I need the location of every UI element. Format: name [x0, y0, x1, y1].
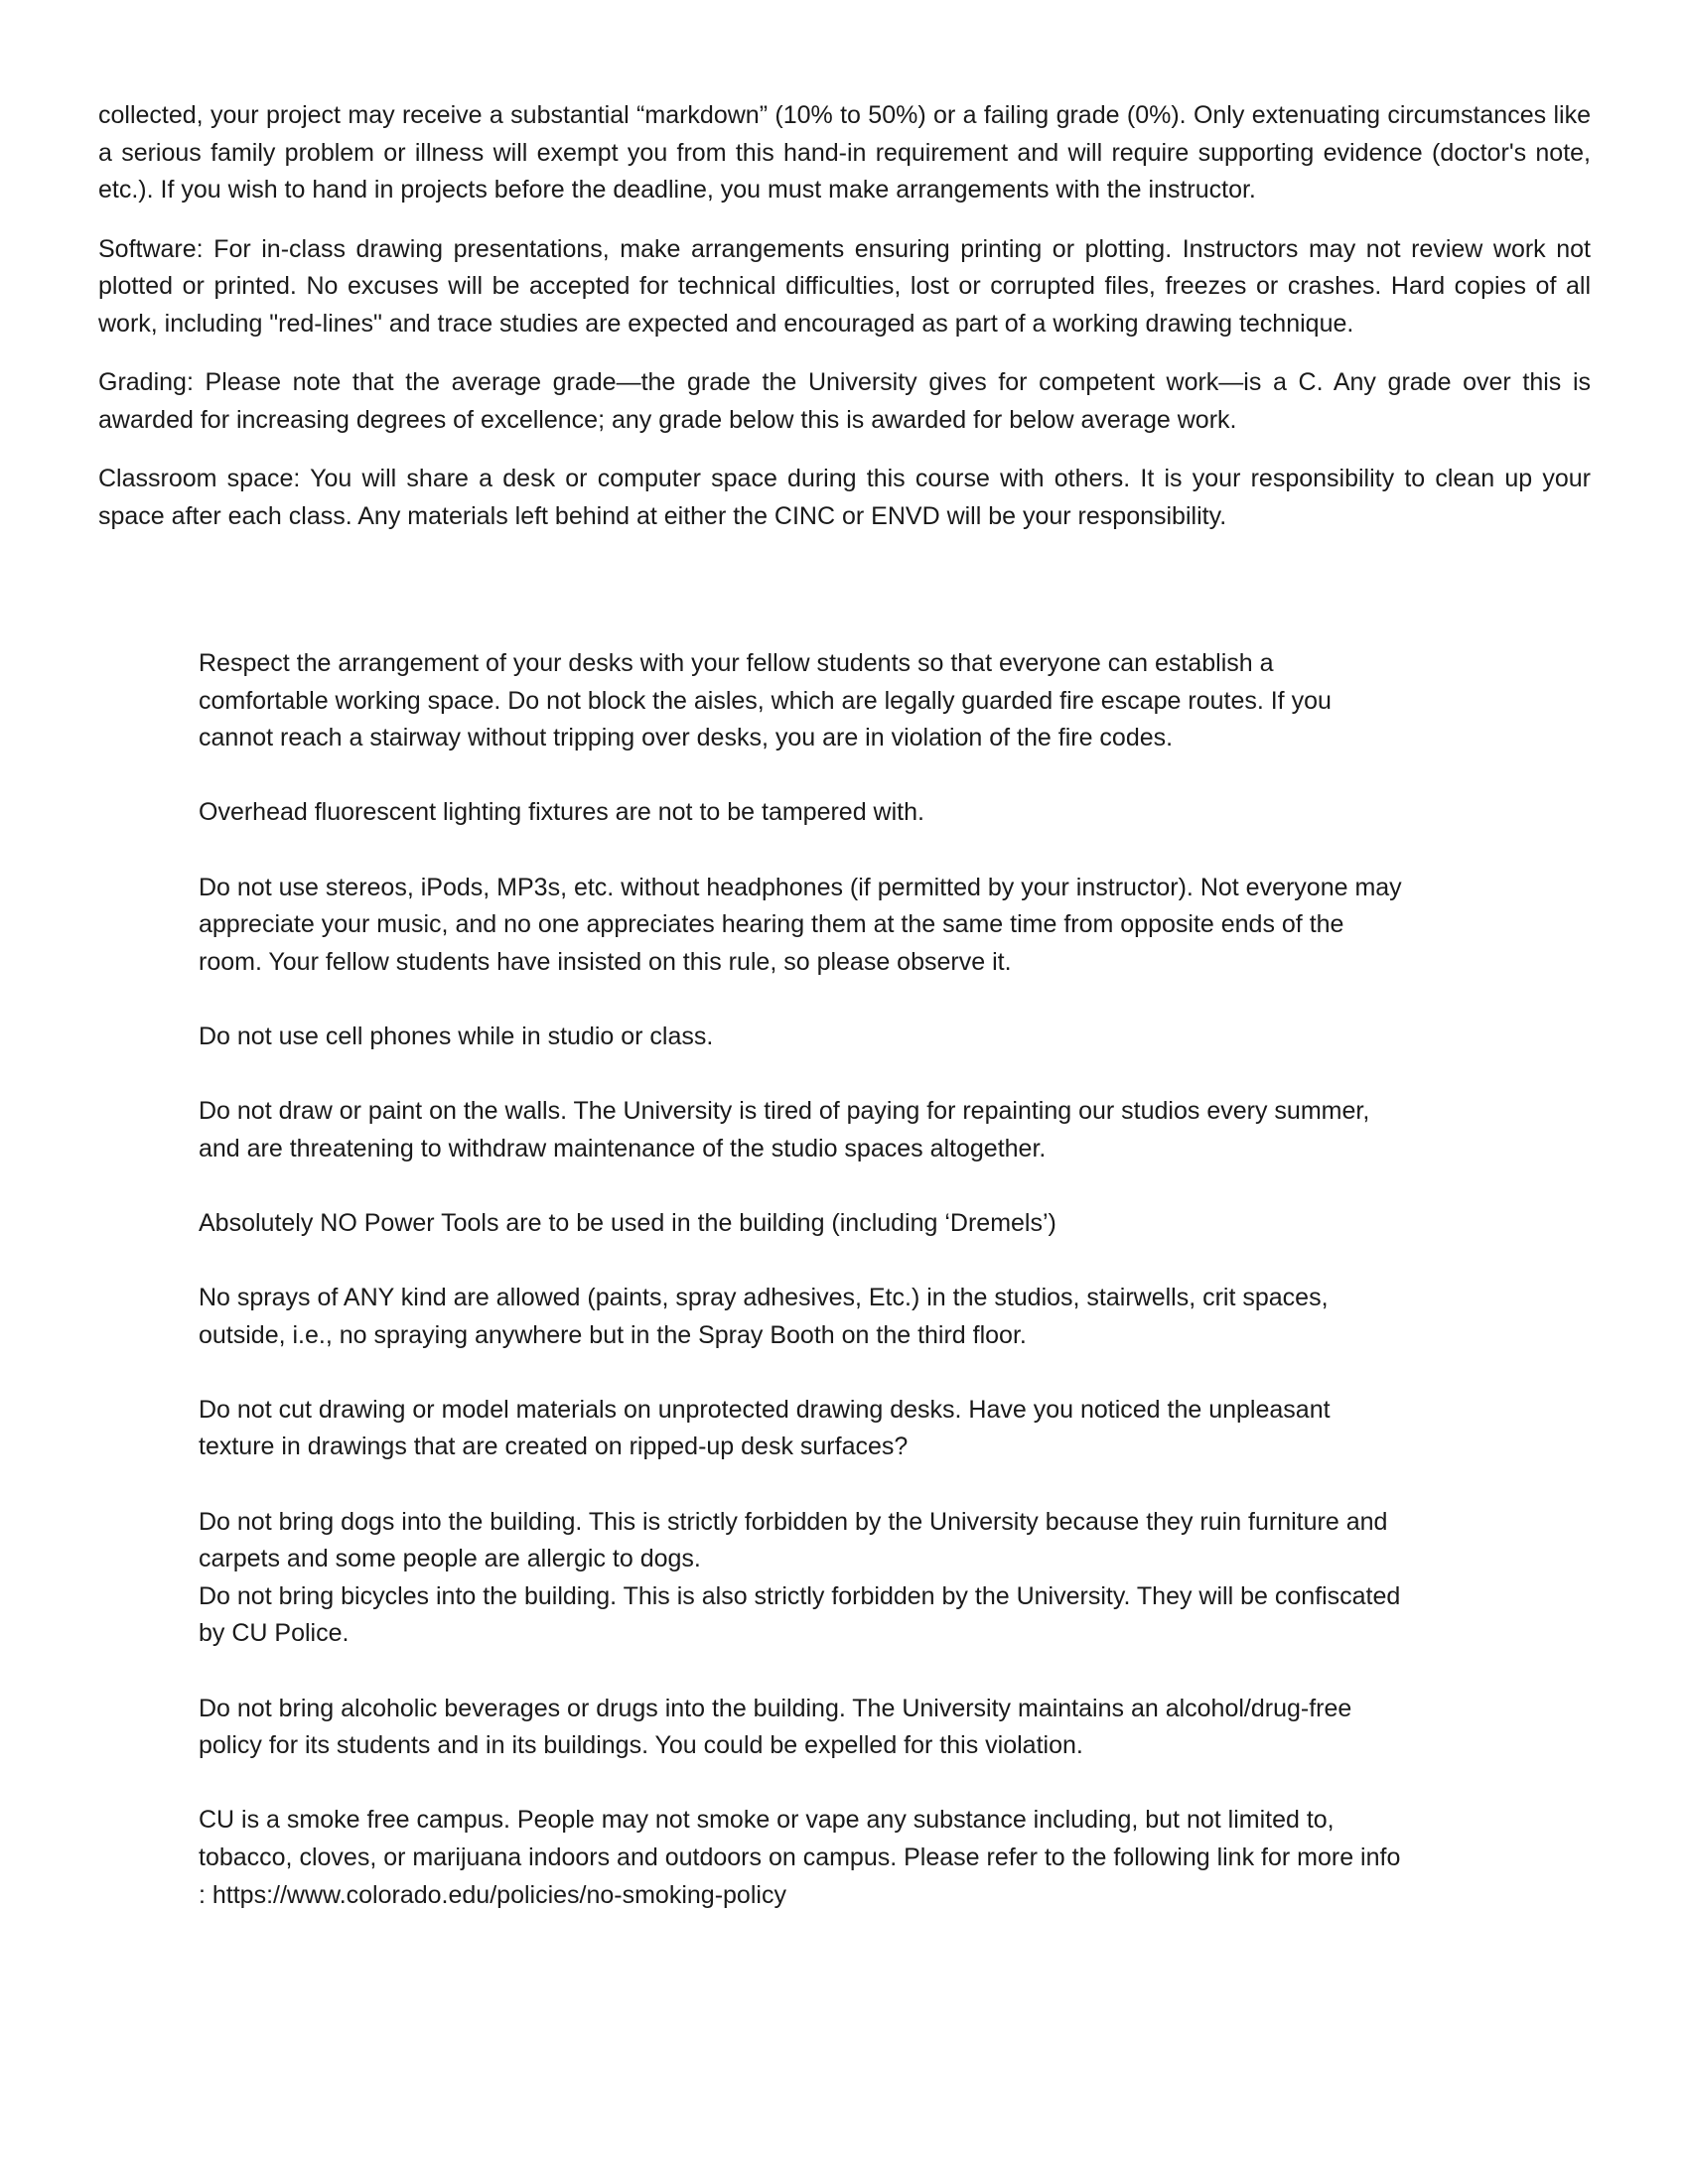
spacer	[199, 1056, 1410, 1094]
rule-alcohol-drugs: Do not bring alcoholic beverages or drugs into the building. The University maintains an alcohol/drug-free policy for its students and in its buildings. You could be expelled for this violation.	[199, 1694, 1352, 1760]
rule-power-tools: Absolutely NO Power Tools are to be used in the building (including ‘Dremels’)	[199, 1208, 1056, 1237]
spacer	[199, 1354, 1410, 1392]
rule-sprays: No sprays of ANY kind are allowed (paints, spray adhesives, Etc.) in the studios, stairwells, crit spaces, outside, i.e., no spraying anywhere but in the Spray Booth on the third floor.	[199, 1284, 1329, 1349]
spacer	[199, 1765, 1410, 1803]
spacer	[199, 1466, 1410, 1504]
rule-smoke-free: CU is a smoke free campus. People may not smoke or vape any substance including, but not limited to, tobacco, cloves, or marijuana indoors and outdoors on campus. Please refer to the following link for more info : https://www.colorado.edu/policies/no-smoking-policy	[199, 1806, 1401, 1909]
classroom-space-paragraph: Classroom space: You will share a desk or computer space during this course with others. It is your responsibility to clean up your space after each class. Any materials left behind at either the CINC or ENVD will be your responsibility.	[98, 465, 1591, 530]
spacer	[199, 1243, 1410, 1281]
rule-cutting: Do not cut drawing or model materials on unprotected drawing desks. Have you noticed the unpleasant texture in drawings that are created on ripped-up desk surfaces?	[199, 1395, 1331, 1461]
rule-bicycles: Do not bring bicycles into the building. This is also strictly forbidden by the University. They will be confiscated by CU Police.	[199, 1581, 1401, 1648]
spacer	[199, 1167, 1410, 1205]
studio-rules-list	[199, 645, 1410, 1914]
policy-paragraphs	[98, 97, 1591, 557]
rule-lighting: Overhead fluorescent lighting fixtures are not to be tampered with.	[199, 798, 924, 827]
software-policy-paragraph: Software: For in-class drawing presentations, make arrangements ensuring printing or plotting. Instructors may not review work not plotted or printed. No excuses will be accepted for technical difficulties, lost or corrupted files, freezes or crashes. Hard copies of all work, including "red-lines" and trace studies are expected and encouraged as part of a working drawing technique.	[98, 234, 1591, 338]
rule-headphones: Do not use stereos, iPods, MP3s, etc. without headphones (if permitted by your instructor). Not everyone may appreciate your music, and no one appreciates hearing them at the same time from opposite ends of the room. Your fellow students have insisted on this rule, so please observe it.	[199, 873, 1402, 976]
spacer	[199, 1653, 1410, 1691]
rule-walls: Do not draw or paint on the walls. The University is tired of paying for repainting our studios every summer, and are threatening to withdraw maintenance of the studio spaces altogether.	[199, 1097, 1370, 1162]
rule-desk-arrangement: Respect the arrangement of your desks with your fellow students so that everyone can establish a comfortable working space. Do not block the aisles, which are legally guarded fire escape routes. If you cannot reach a stairway without tripping over desks, you are in violation of the fire codes.	[199, 649, 1332, 752]
spacer	[199, 757, 1410, 795]
rule-cell-phones: Do not use cell phones while in studio or class.	[199, 1022, 714, 1050]
rule-dogs: Do not bring dogs into the building. This is strictly forbidden by the University because they ruin furniture and carpets and some people are allergic to dogs.	[199, 1507, 1388, 1573]
spacer	[199, 981, 1410, 1019]
spacer	[199, 832, 1410, 870]
markdown-policy-paragraph: collected, your project may receive a substantial “markdown” (10% to 50%) or a failing grade (0%). Only extenuating circumstances like a serious family problem or illness will exempt you from this hand-in requirement and will require supporting evidence (doctor's note, etc.). If you wish to hand in projects before the deadline, you must make arrangements with the instructor.	[98, 101, 1591, 204]
grading-policy-paragraph: Grading: Please note that the average grade—the grade the University gives for competent work—is a C. Any grade over this is awarded for increasing degrees of excellence; any grade below this is awarded for below average work.	[98, 368, 1591, 434]
